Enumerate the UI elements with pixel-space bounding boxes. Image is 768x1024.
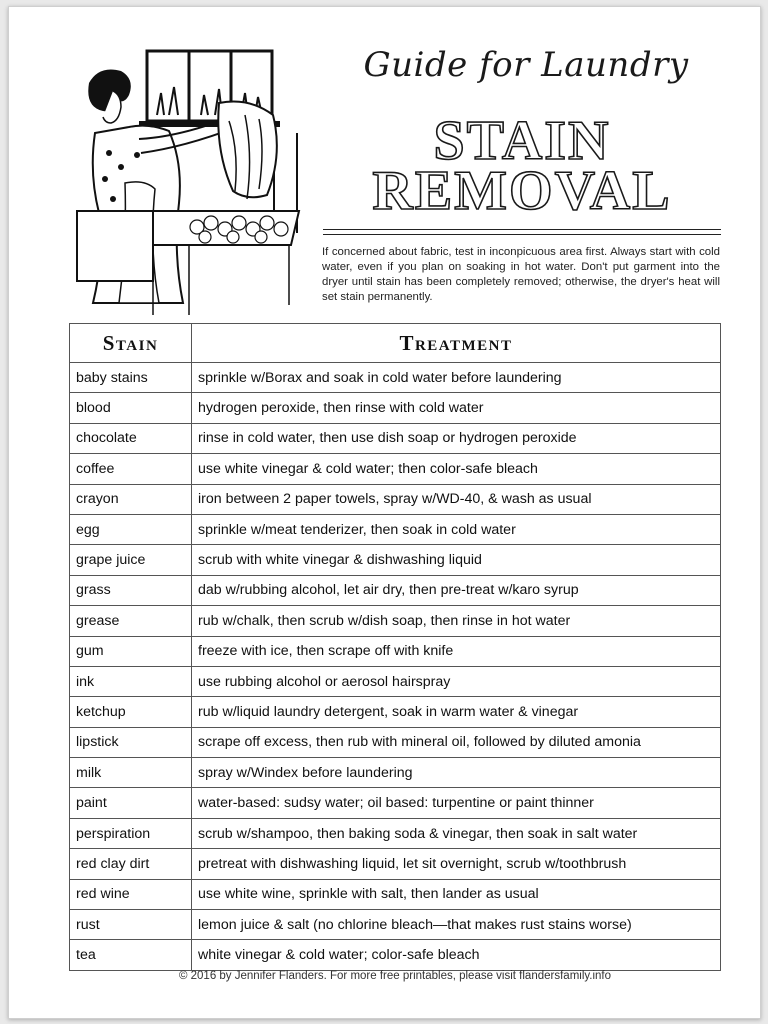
treatment-cell: water-based: sudsy water; oil based: turpentine or paint thinner xyxy=(192,788,721,818)
treatment-cell: use white vinegar & cold water; then color-safe bleach xyxy=(192,454,721,484)
vintage-laundry-illustration xyxy=(69,43,319,318)
table-row xyxy=(70,606,721,636)
table-row xyxy=(70,514,721,544)
stain-cell: blood xyxy=(70,393,192,423)
stain-cell: ketchup xyxy=(70,697,192,727)
treatment-cell: rinse in cold water, then use dish soap or hydrogen peroxide xyxy=(192,423,721,453)
table-row xyxy=(70,849,721,879)
treatment-cell: lemon juice & salt (no chlorine bleach—that makes rust stains worse) xyxy=(192,910,721,940)
printable-page xyxy=(8,6,761,1019)
stain-cell: gum xyxy=(70,636,192,666)
stain-cell: red clay dirt xyxy=(70,849,192,879)
divider-line xyxy=(323,229,721,230)
table-row xyxy=(70,697,721,727)
treatment-cell: sprinkle w/meat tenderizer, then soak in cold water xyxy=(192,514,721,544)
stain-cell: egg xyxy=(70,514,192,544)
stain-cell: grass xyxy=(70,575,192,605)
treatment-cell: spray w/Windex before laundering xyxy=(192,758,721,788)
stain-cell: perspiration xyxy=(70,818,192,848)
stain-cell: lipstick xyxy=(70,727,192,757)
table-header-row xyxy=(70,324,721,363)
guide-subtitle: Guide for Laundry xyxy=(363,45,689,85)
column-header-treatment: Treatment xyxy=(192,324,721,363)
stain-cell: grease xyxy=(70,606,192,636)
stain-cell: coffee xyxy=(70,454,192,484)
stain-cell: chocolate xyxy=(70,423,192,453)
treatment-cell: scrub with white vinegar & dishwashing liquid xyxy=(192,545,721,575)
stain-cell: rust xyxy=(70,910,192,940)
stain-cell: grape juice xyxy=(70,545,192,575)
stain-treatment-table xyxy=(69,323,721,971)
stain-cell: baby stains xyxy=(70,363,192,393)
table-row xyxy=(70,363,721,393)
treatment-cell: use rubbing alcohol or aerosol hairspray xyxy=(192,666,721,696)
treatment-cell: white vinegar & cold water; color-safe bleach xyxy=(192,940,721,970)
title-line-stain: STAIN xyxy=(433,110,611,172)
table-row xyxy=(70,545,721,575)
table-row xyxy=(70,393,721,423)
treatment-cell: dab w/rubbing alcohol, let air dry, then pre-treat w/karo syrup xyxy=(192,575,721,605)
treatment-cell: rub w/liquid laundry detergent, soak in warm water & vinegar xyxy=(192,697,721,727)
stain-cell: paint xyxy=(70,788,192,818)
table-row xyxy=(70,575,721,605)
table-row xyxy=(70,788,721,818)
table-row xyxy=(70,879,721,909)
table-row xyxy=(70,636,721,666)
stain-cell: crayon xyxy=(70,484,192,514)
table-row xyxy=(70,727,721,757)
stain-cell: milk xyxy=(70,758,192,788)
table-row xyxy=(70,423,721,453)
treatment-cell: freeze with ice, then scrape off with knife xyxy=(192,636,721,666)
intro-paragraph: If concerned about fabric, test in inconpicuous area first. Always start with cold water, even if you plan on soaking in hot water. Don't put garment into the dryer until stain has been completely removed; otherwise, the dryer's heat will set stain permanently. xyxy=(322,246,720,303)
table-row xyxy=(70,484,721,514)
treatment-cell: iron between 2 paper towels, spray w/WD-40, & wash as usual xyxy=(192,484,721,514)
table-row xyxy=(70,910,721,940)
title-line-removal: REMOVAL xyxy=(372,160,672,222)
divider-line xyxy=(323,234,721,235)
table-row xyxy=(70,666,721,696)
treatment-cell: pretreat with dishwashing liquid, let sit overnight, scrub w/toothbrush xyxy=(192,849,721,879)
table-row xyxy=(70,454,721,484)
stain-cell: red wine xyxy=(70,879,192,909)
stain-cell: tea xyxy=(70,940,192,970)
column-header-stain: Stain xyxy=(70,324,192,363)
treatment-cell: scrape off excess, then rub with mineral oil, followed by diluted amonia xyxy=(192,727,721,757)
treatment-cell: scrub w/shampoo, then baking soda & vinegar, then soak in salt water xyxy=(192,818,721,848)
table-row xyxy=(70,818,721,848)
copyright-footer: © 2016 by Jennifer Flanders. For more free printables, please visit flandersfamily.info xyxy=(178,970,612,982)
table-row xyxy=(70,758,721,788)
table-row xyxy=(70,940,721,970)
treatment-cell: rub w/chalk, then scrub w/dish soap, then rinse in hot water xyxy=(192,606,721,636)
stain-cell: ink xyxy=(70,666,192,696)
treatment-cell: hydrogen peroxide, then rinse with cold water xyxy=(192,393,721,423)
treatment-cell: sprinkle w/Borax and soak in cold water before laundering xyxy=(192,363,721,393)
treatment-cell: use white wine, sprinkle with salt, then lander as usual xyxy=(192,879,721,909)
